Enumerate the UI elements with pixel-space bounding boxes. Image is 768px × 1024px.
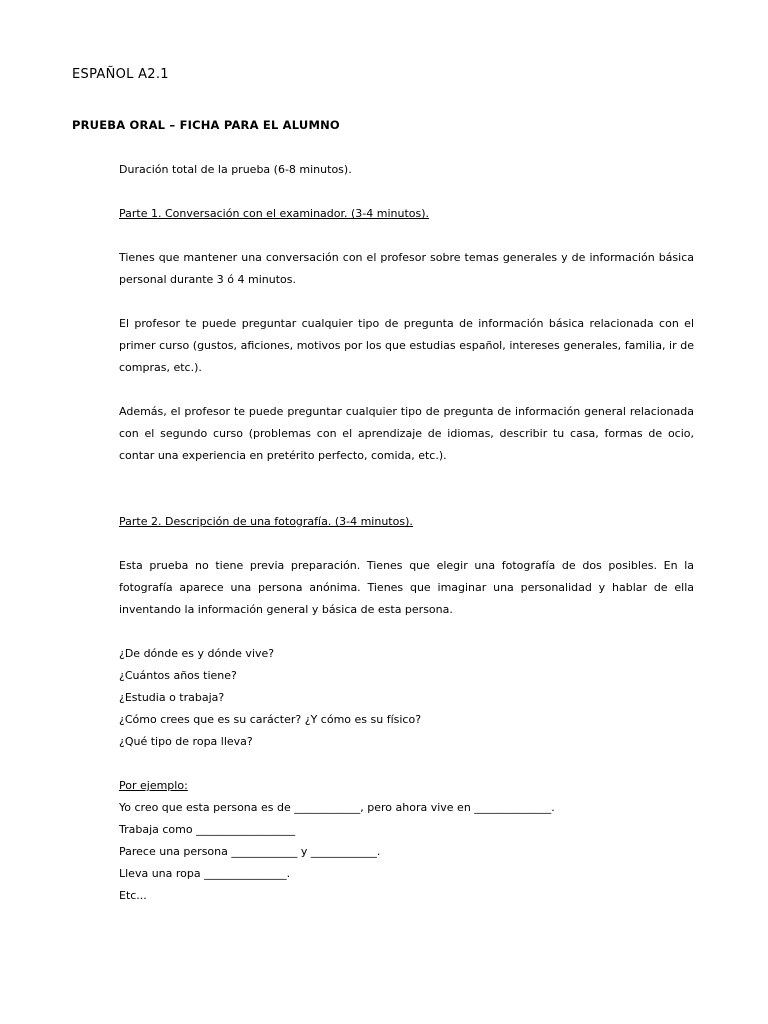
document-title: PRUEBA ORAL – FICHA PARA EL ALUMNO — [72, 118, 340, 132]
question-item: ¿Estudia o trabaja? — [119, 691, 225, 704]
question-item: ¿Qué tipo de ropa lleva? — [119, 735, 253, 748]
example-line: Trabaja como __________________ — [119, 823, 296, 836]
example-section — [119, 775, 694, 907]
example-line: Lleva una ropa _______________. — [119, 867, 291, 880]
part2-heading: Parte 2. Descripción de una fotografía. (3-4 minutos). — [119, 515, 413, 528]
part2-paragraph: Esta prueba no tiene previa preparación. Tienes que elegir una fotografía de dos posibles. En la fotografía aparece una persona anónima. Tienes que imaginar una personalidad y hablar de ella inventando la información general y básica de esta persona. — [119, 559, 694, 616]
part1-paragraph: Tienes que mantener una conversación con el profesor sobre temas generales y de información básica personal durante 3 ó 4 minutos. — [119, 251, 694, 286]
part1-paragraph: Además, el profesor te puede preguntar cualquier tipo de pregunta de información general relacionada con el segundo curso (problemas con el aprendizaje de idiomas, describir tu casa, formas de ocio, contar una experiencia en pretérito perfecto, comida, etc.). — [119, 405, 694, 462]
course-heading: ESPAÑOL A2.1 — [72, 67, 169, 82]
document-body — [119, 159, 694, 907]
question-item: ¿Cuántos años tiene? — [119, 669, 237, 682]
example-line: Etc... — [119, 889, 147, 902]
part1-heading: Parte 1. Conversación con el examinador. (3-4 minutos). — [119, 207, 430, 220]
example-line: Yo creo que esta persona es de ____________, pero ahora vive en ______________. — [119, 801, 555, 814]
example-label: Por ejemplo: — [119, 779, 188, 792]
question-list — [119, 643, 694, 753]
question-item: ¿Cómo crees que es su carácter? ¿Y cómo es su físico? — [119, 713, 422, 726]
duration-text: Duración total de la prueba (6-8 minutos). — [119, 163, 352, 176]
example-line: Parece una persona ____________ y ____________. — [119, 845, 381, 858]
part1-paragraph: El profesor te puede preguntar cualquier tipo de pregunta de información básica relacionada con el primer curso (gustos, aficiones, motivos por los que estudias español, intereses generales, familia, ir de compras, etc.). — [119, 317, 694, 374]
question-item: ¿De dónde es y dónde vive? — [119, 647, 275, 660]
